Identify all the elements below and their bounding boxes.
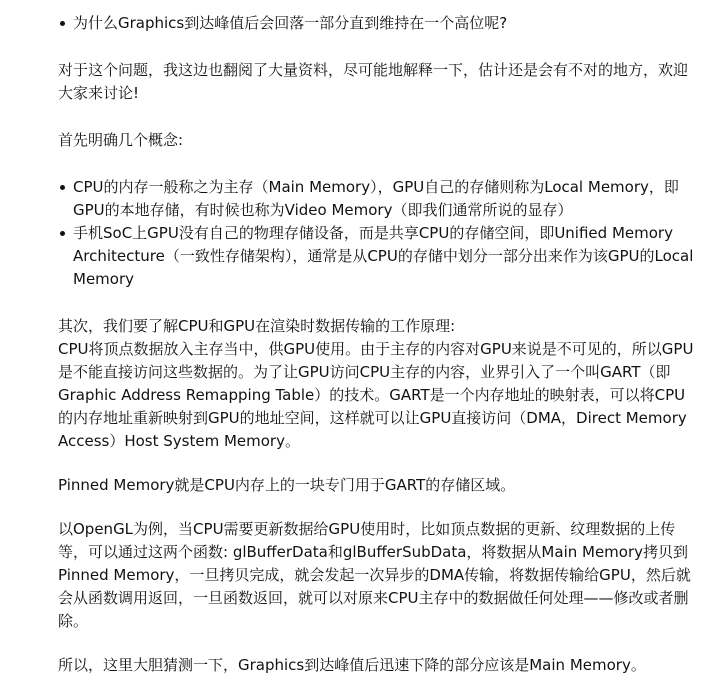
concept-text: 手机SoC上GPU没有自己的物理存储设备，而是共享CPU的存储空间，即Unified Memory Architecture（一致性存储架构），通常是从CPU的存储中划分一部分出来作为该GPU的Local Memory xyxy=(73,224,694,288)
opengl-paragraph: 以OpenGL为例，当CPU需要更新数据给GPU使用时，比如顶点数据的更新、纹理数据的上传等，可以通过这两个函数: glBufferData和glBufferSubData，将数据从Main Memory拷贝到Pinned Memory，一旦拷贝完成，就会发起一次异步的DMA传输，将数据传输给GPU，然后就会从函数调用返回，一旦函数返回，就可以对原来CPU主存中的数据做任何处理——修改或者删除。 xyxy=(58,520,691,630)
pinned-memory-paragraph: Pinned Memory就是CPU内存上的一块专门用于GART的存储区域。 xyxy=(58,476,516,494)
list-item xyxy=(58,222,698,291)
conclusion-paragraph: 所以，这里大胆猜测一下，Graphics到达峰值后迅速下降的部分应该是Main Memory。 xyxy=(58,656,646,674)
bullet-dot-icon xyxy=(60,21,65,26)
bullet-dot-icon xyxy=(60,185,65,190)
concept-text: CPU的内存一般称之为主存（Main Memory），GPU自己的存储则称为Local Memory，即GPU的本地存储，有时候也称为Video Memory（即我们通常所说的显存） xyxy=(73,178,679,219)
principle-paragraph: CPU将顶点数据放入主存当中，供GPU使用。由于主存的内容对GPU来说是不可见的，所以GPU是不能直接访问这些数据的。为了让GPU访问CPU主存的内容，业界引入了一个叫GART（即Graphic Address Remapping Table）的技术。GART是一个内存地址的映射表，可以将CPU的内存地址重新映射到GPU的地址空间，这样就可以让GPU直接访问（DMA，Direct Memory Access）Host System Memory。 xyxy=(58,340,694,450)
question-list xyxy=(58,12,698,35)
concepts-heading: 首先明确几个概念: xyxy=(58,131,184,149)
concepts-list xyxy=(58,176,698,291)
intro-paragraph: 对于这个问题，我这边也翻阅了大量资料，尽可能地解释一下，估计还是会有不对的地方，欢迎大家来讨论! xyxy=(58,61,689,102)
list-item xyxy=(58,12,698,35)
list-item xyxy=(58,176,698,222)
bullet-dot-icon xyxy=(60,231,65,236)
principle-heading: 其次，我们要了解CPU和GPU在渲染时数据传输的工作原理: xyxy=(58,317,456,335)
question-text: 为什么Graphics到达峰值后会回落一部分直到维持在一个高位呢? xyxy=(73,14,508,32)
